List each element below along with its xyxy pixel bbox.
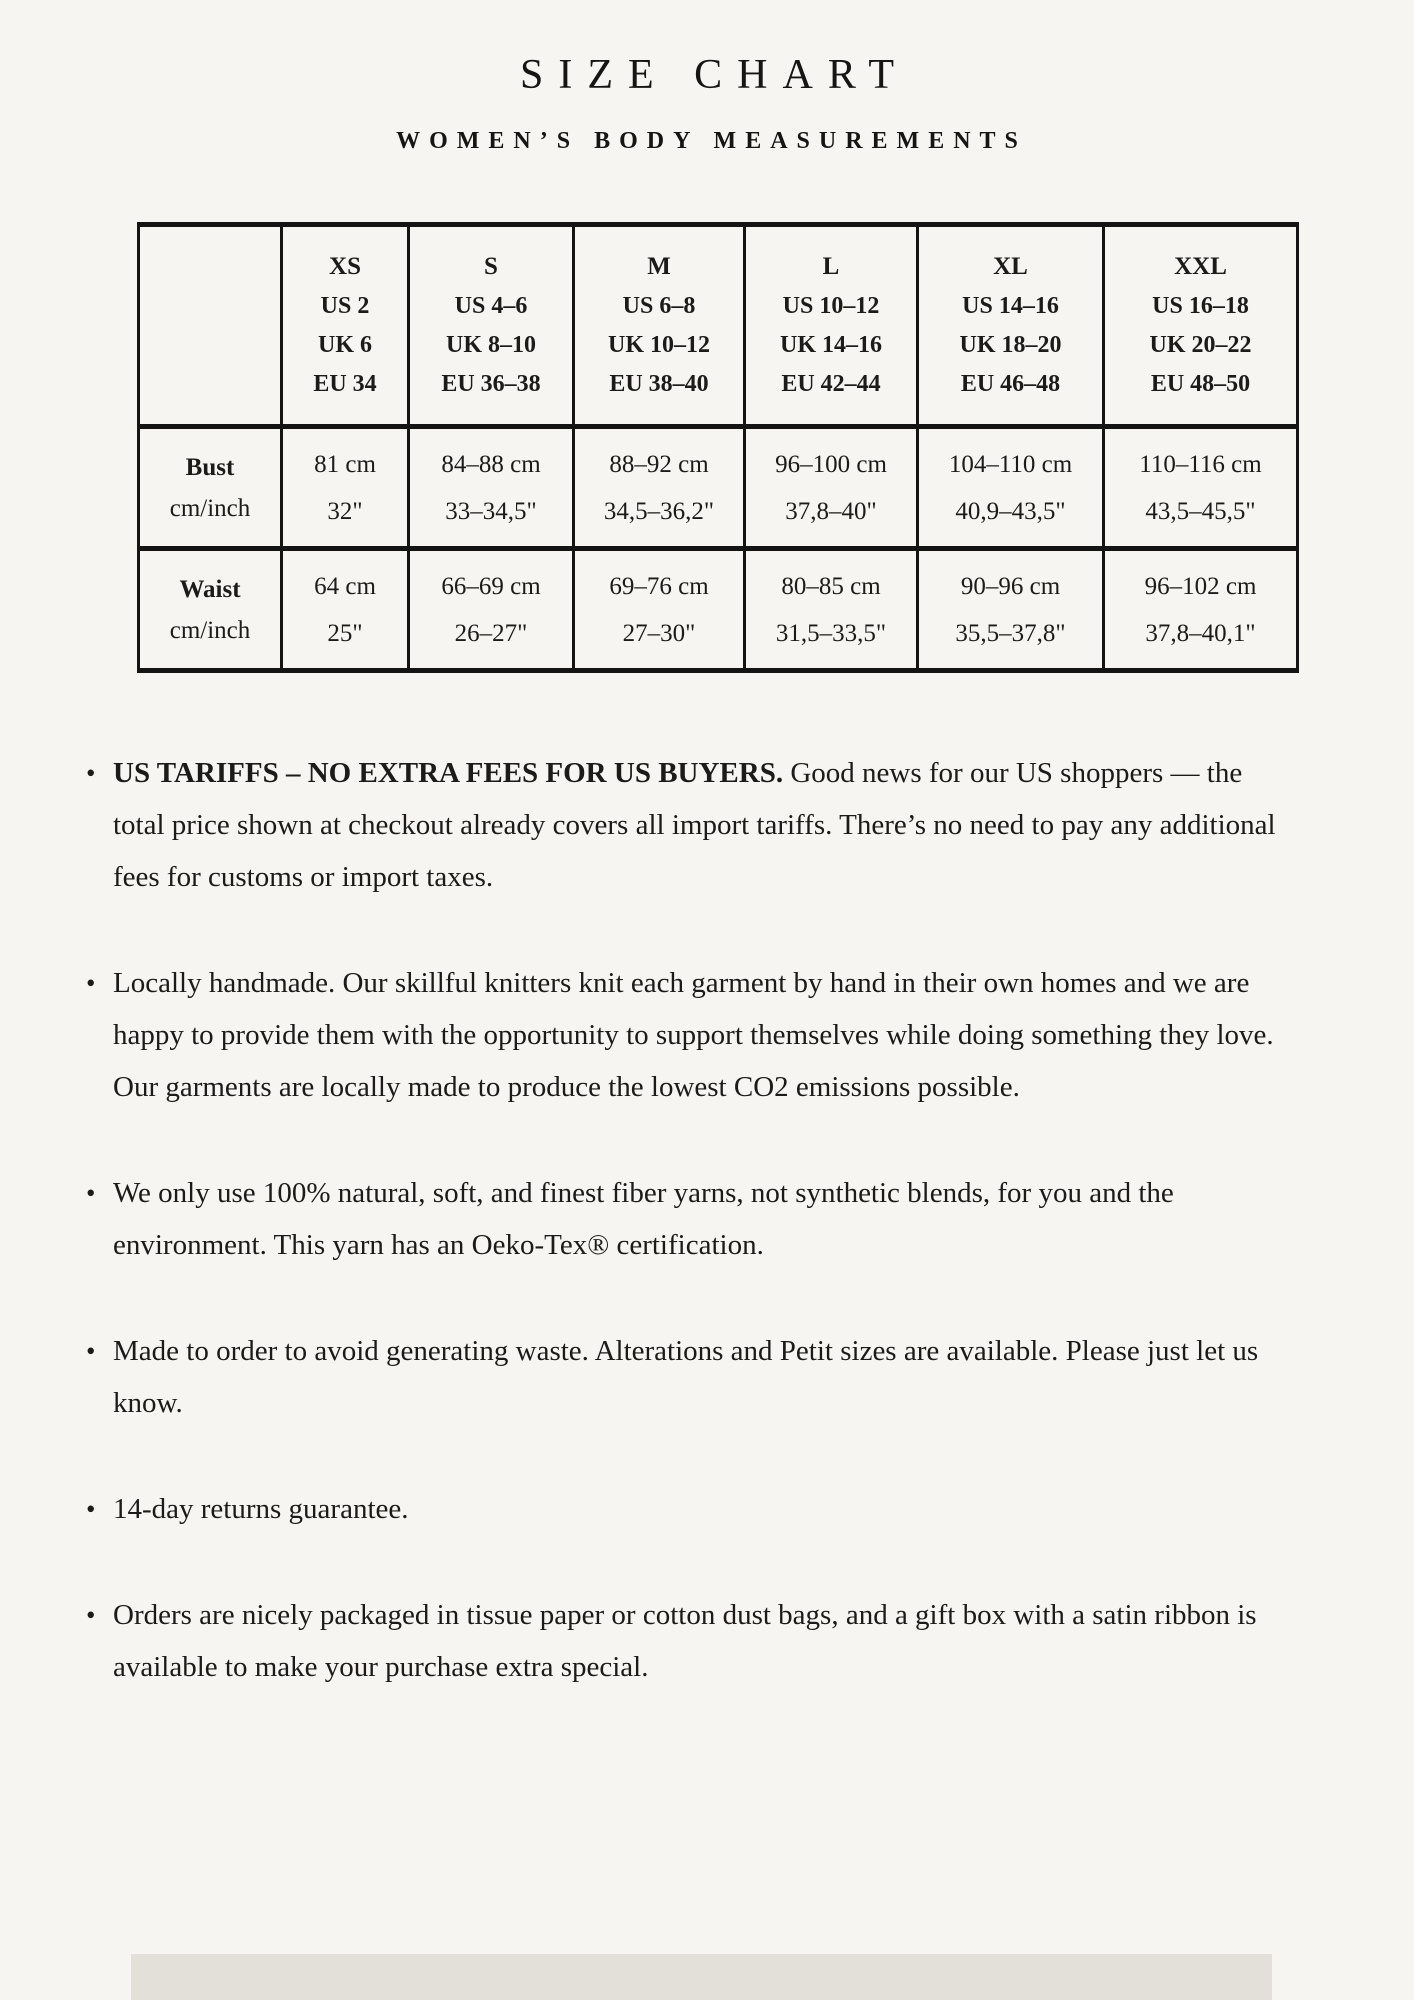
bullet-body-text: Locally handmade. Our skillful knitters knit each garment by hand in their own homes and we are happy to provide them with the opportunity to support themselves while doing something they love. Our garments are locally made to produce the lowest CO2 emissions possible. xyxy=(113,967,1274,1103)
eu-size: EU 36–38 xyxy=(441,371,541,397)
waist-xl-cell xyxy=(918,549,1104,671)
uk-size: UK 20–22 xyxy=(1149,332,1252,358)
cm-value: 81 cm xyxy=(314,450,376,478)
bullet-item-locally-handmade xyxy=(86,957,1286,1113)
row-label: Bust xyxy=(185,453,235,481)
bust-xl-cell xyxy=(918,427,1104,549)
waist-m-cell xyxy=(574,549,745,671)
cm-value: 96–100 cm xyxy=(775,450,887,478)
size-label: XS xyxy=(329,253,361,280)
size-chart-table xyxy=(137,222,1299,673)
eu-size: EU 42–44 xyxy=(781,371,881,397)
cm-value: 104–110 cm xyxy=(948,450,1073,478)
waist-row xyxy=(139,549,1298,671)
uk-size: UK 10–12 xyxy=(608,332,710,358)
inch-value: 27–30" xyxy=(622,619,696,647)
eu-size: EU 34 xyxy=(313,371,377,397)
waist-s-cell xyxy=(409,549,574,671)
size-label: S xyxy=(484,253,498,280)
inch-value: 32" xyxy=(327,497,363,525)
bullet-dot-icon: • xyxy=(86,1336,96,1366)
bullet-item-natural-yarns xyxy=(86,1167,1286,1271)
us-size: US 10–12 xyxy=(782,293,880,319)
inch-value: 35,5–37,8" xyxy=(955,619,1066,647)
eu-size: EU 38–40 xyxy=(609,371,709,397)
row-label: Waist xyxy=(179,575,241,603)
us-size: US 16–18 xyxy=(1152,293,1249,319)
bust-m-cell xyxy=(574,427,745,549)
size-label: XL xyxy=(993,253,1028,280)
bullet-lead-text: US TARIFFS – NO EXTRA FEES FOR US BUYERS. xyxy=(113,757,784,789)
inch-value: 43,5–45,5" xyxy=(1145,497,1256,525)
inch-value: 37,8–40,1" xyxy=(1145,619,1256,647)
cm-value: 90–96 cm xyxy=(960,572,1061,600)
bullet-body-text: Orders are nicely packaged in tissue paper or cotton dust bags, and a gift box with a satin ribbon is available to make your purchase extra special. xyxy=(113,1599,1257,1683)
uk-size: UK 14–16 xyxy=(780,332,882,358)
inch-value: 26–27" xyxy=(454,619,528,647)
bullet-item-returns-guarantee xyxy=(86,1483,1286,1535)
cm-value: 69–76 cm xyxy=(609,572,709,600)
waist-row-label-cell xyxy=(139,549,282,671)
bullet-dot-icon: • xyxy=(86,758,96,788)
bullet-body-text: Good news for our US shoppers — the total price shown at checkout already covers all import tariffs. There’s no need to pay any additional fees for customs or import taxes. xyxy=(113,757,1276,893)
cm-value: 88–92 cm xyxy=(609,450,709,478)
bust-xs-cell xyxy=(282,427,409,549)
bust-l-cell xyxy=(745,427,918,549)
us-size: US 6–8 xyxy=(622,293,696,319)
us-size: US 14–16 xyxy=(962,293,1059,319)
col-header-xxl xyxy=(1104,225,1298,427)
cm-value: 64 cm xyxy=(314,572,376,600)
uk-size: UK 8–10 xyxy=(446,332,536,358)
inch-value: 34,5–36,2" xyxy=(603,497,715,525)
bullet-body-text: We only use 100% natural, soft, and finest fiber yarns, not synthetic blends, for you and the environment. This yarn has an Oeko-Tex® certification. xyxy=(113,1177,1174,1261)
corner-cell xyxy=(139,225,282,427)
bullet-item-packaging xyxy=(86,1589,1286,1693)
uk-size: UK 6 xyxy=(318,332,372,358)
product-info-bullet-list xyxy=(86,747,1286,1693)
col-header-xl xyxy=(918,225,1104,427)
table-header-row xyxy=(139,225,1298,427)
us-size: US 4–6 xyxy=(454,293,528,319)
bust-row-label-cell xyxy=(139,427,282,549)
size-label: L xyxy=(822,253,840,280)
size-label: M xyxy=(647,253,671,280)
col-header-m xyxy=(574,225,745,427)
cm-value: 84–88 cm xyxy=(441,450,541,478)
bust-row xyxy=(139,427,1298,549)
bullet-body-text: 14-day returns guarantee. xyxy=(113,1493,409,1525)
size-label: XXL xyxy=(1174,253,1227,280)
cm-value: 80–85 cm xyxy=(781,572,881,600)
cm-value: 66–69 cm xyxy=(441,572,541,600)
eu-size: EU 46–48 xyxy=(960,371,1061,397)
bust-xxl-cell xyxy=(1104,427,1298,549)
inch-value: 31,5–33,5" xyxy=(775,619,887,647)
waist-xxl-cell xyxy=(1104,549,1298,671)
eu-size: EU 48–50 xyxy=(1150,371,1251,397)
cm-value: 96–102 cm xyxy=(1144,572,1257,600)
row-unit: cm/inch xyxy=(169,494,251,522)
inch-value: 40,9–43,5" xyxy=(955,497,1066,525)
bottom-gray-bar xyxy=(131,1954,1272,2000)
bullet-body-text: Made to order to avoid generating waste. Alterations and Petit sizes are available. Please just let us know. xyxy=(113,1335,1259,1419)
page-subtitle: WOMEN’S BODY MEASUREMENTS xyxy=(396,128,1027,154)
inch-value: 33–34,5" xyxy=(445,497,537,525)
waist-l-cell xyxy=(745,549,918,671)
row-unit: cm/inch xyxy=(169,616,251,644)
uk-size: UK 18–20 xyxy=(959,332,1062,358)
bullet-dot-icon: • xyxy=(86,1178,96,1208)
inch-value: 37,8–40" xyxy=(785,497,877,525)
bullet-item-made-to-order xyxy=(86,1325,1286,1429)
col-header-l xyxy=(745,225,918,427)
col-header-xs xyxy=(282,225,409,427)
bullet-item-us-tariffs xyxy=(86,747,1286,903)
bullet-dot-icon: • xyxy=(86,1600,96,1630)
bust-s-cell xyxy=(409,427,574,549)
us-size: US 2 xyxy=(320,293,370,319)
page-title: SIZE CHART xyxy=(520,52,909,98)
bullet-dot-icon: • xyxy=(86,968,96,998)
col-header-s xyxy=(409,225,574,427)
bullet-dot-icon: • xyxy=(86,1494,96,1524)
inch-value: 25" xyxy=(327,619,363,647)
waist-xs-cell xyxy=(282,549,409,671)
cm-value: 110–116 cm xyxy=(1139,450,1262,478)
